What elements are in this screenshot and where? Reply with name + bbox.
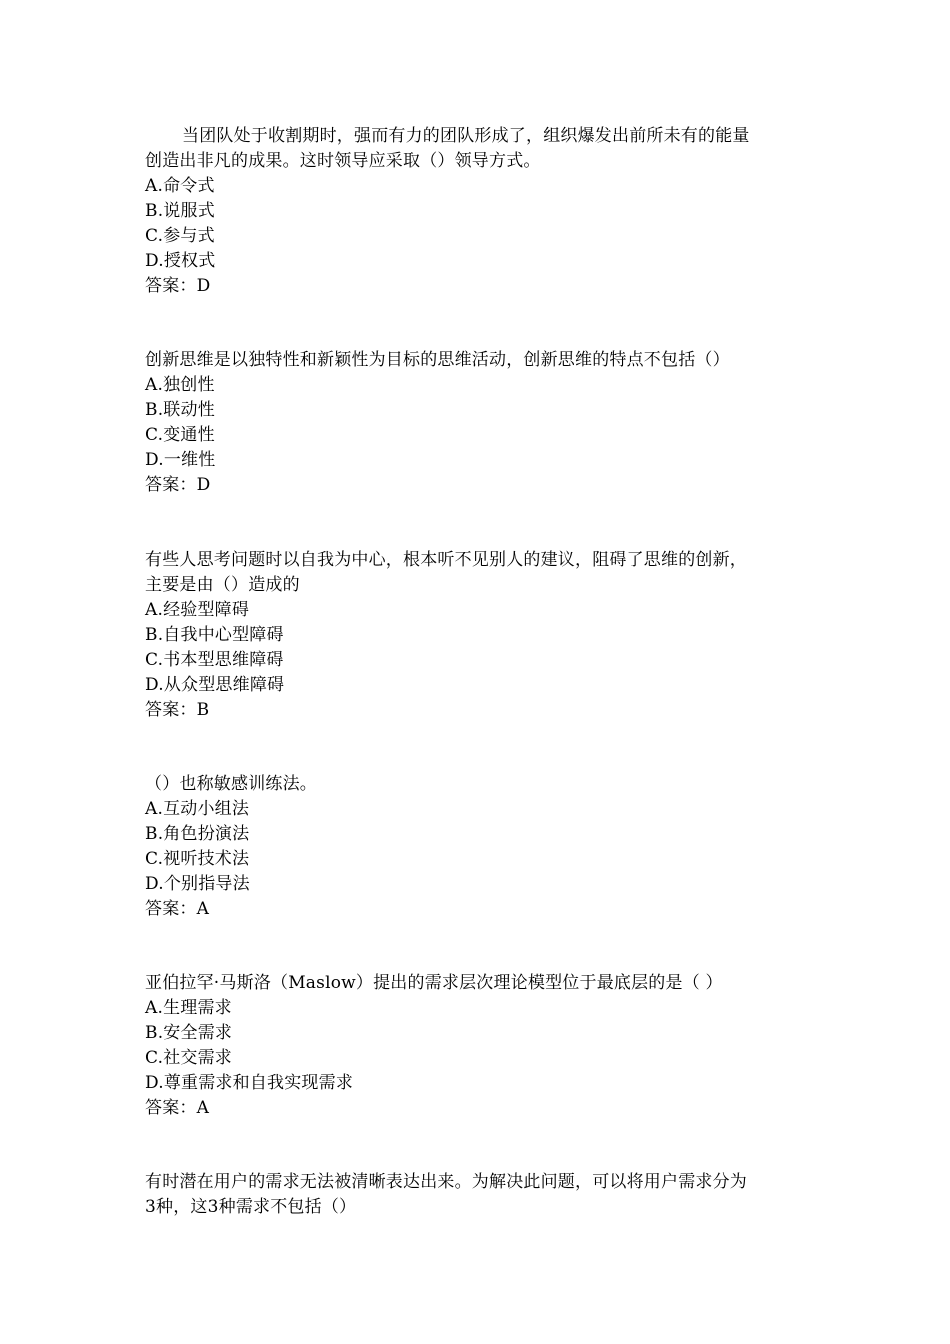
question-4-answer: 答案：A bbox=[145, 899, 210, 919]
question-4-option-d: D.个别指导法 bbox=[145, 874, 250, 894]
question-4-option-c: C.视听技术法 bbox=[145, 849, 250, 869]
question-2-option-b: B.联动性 bbox=[145, 400, 215, 420]
question-1-answer: 答案：D bbox=[145, 276, 211, 296]
question-1-stem-line-2: 创造出非凡的成果。这时领导应采取（）领导方式。 bbox=[145, 151, 541, 171]
question-2-answer: 答案：D bbox=[145, 475, 211, 495]
question-5-option-c: C.社交需求 bbox=[145, 1048, 233, 1068]
question-2-option-c: C.变通性 bbox=[145, 425, 215, 445]
question-2-option-a: A.独创性 bbox=[145, 375, 215, 395]
question-4-stem-line-1: （）也称敏感训练法。 bbox=[145, 774, 317, 794]
question-3-option-c: C.书本型思维障碍 bbox=[145, 650, 284, 670]
question-6-stem-line-1: 有时潜在用户的需求无法被清晰表达出来。为解决此问题，可以将用户需求分为 bbox=[145, 1172, 747, 1192]
question-5-answer: 答案：A bbox=[145, 1098, 210, 1118]
question-5-option-d: D.尊重需求和自我实现需求 bbox=[145, 1073, 354, 1093]
question-1-option-c: C.参与式 bbox=[145, 226, 215, 246]
question-3-stem-line-1: 有些人思考问题时以自我为中心，根本听不见别人的建议，阻碍了思维的创新， bbox=[145, 550, 747, 570]
question-3-option-b: B.自我中心型障碍 bbox=[145, 625, 284, 645]
question-5-option-b: B.安全需求 bbox=[145, 1023, 233, 1043]
question-1-option-b: B.说服式 bbox=[145, 201, 215, 221]
question-4-option-a: A.互动小组法 bbox=[145, 799, 250, 819]
question-3-answer: 答案：B bbox=[145, 700, 210, 720]
question-1-option-a: A.命令式 bbox=[145, 176, 215, 196]
question-6-stem-line-2: 3种，这3种需求不包括（） bbox=[145, 1197, 357, 1217]
question-2-stem-line-1: 创新思维是以独特性和新颖性为目标的思维活动，创新思维的特点不包括（） bbox=[145, 350, 730, 370]
question-3-option-d: D.从众型思维障碍 bbox=[145, 675, 285, 695]
question-2-option-d: D.一维性 bbox=[145, 450, 216, 470]
question-3-stem-line-2: 主要是由（）造成的 bbox=[145, 575, 300, 595]
question-5-option-a: A.生理需求 bbox=[145, 998, 232, 1018]
question-5-stem-line-1: 亚伯拉罕·马斯洛（Maslow）提出的需求层次理论模型位于最底层的是（ ） bbox=[145, 973, 723, 993]
question-1-option-d: D.授权式 bbox=[145, 251, 216, 271]
question-4-option-b: B.角色扮演法 bbox=[145, 824, 250, 844]
question-1-stem-line-1: 当团队处于收割期时，强而有力的团队形成了，组织爆发出前所未有的能量 bbox=[182, 126, 750, 146]
question-3-option-a: A.经验型障碍 bbox=[145, 600, 250, 620]
